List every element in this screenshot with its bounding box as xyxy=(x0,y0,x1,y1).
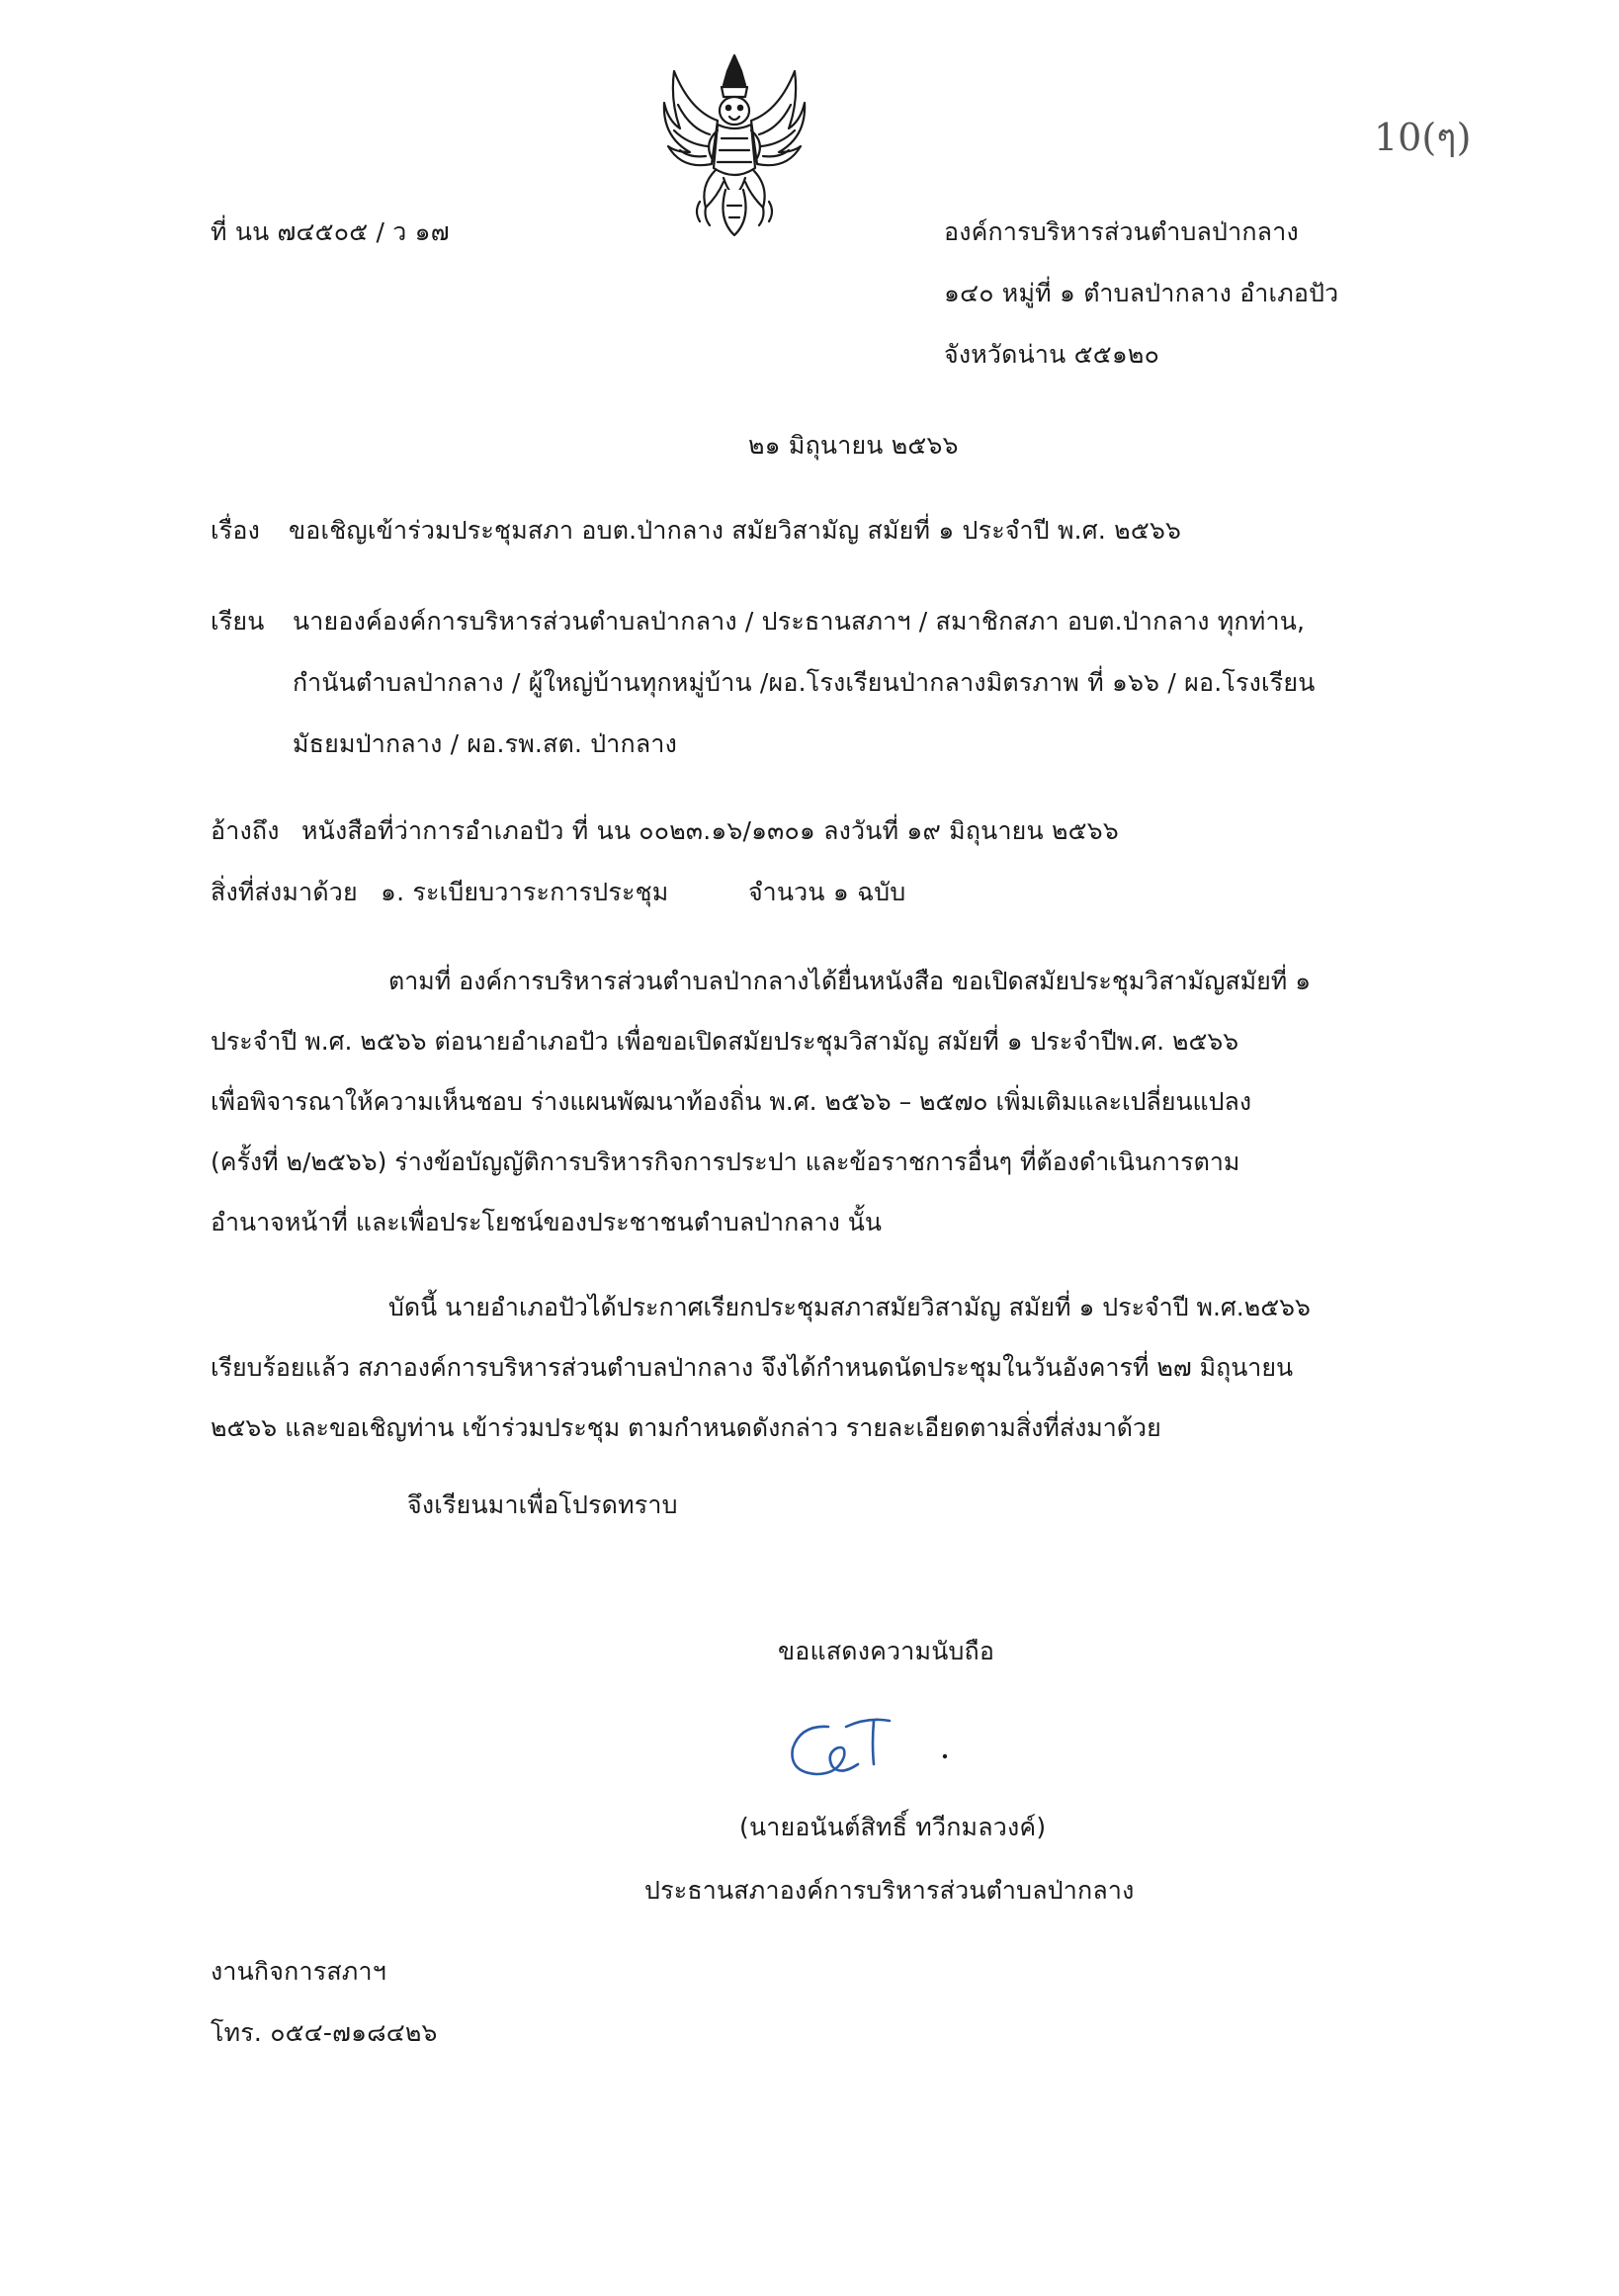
handwritten-note: 10(ๆ) xyxy=(1374,116,1472,159)
signature xyxy=(781,1705,969,1794)
enclosure-quantity: จำนวน ๑ ฉบับ xyxy=(748,878,906,906)
addressee-line3: มัธยมป่ากลาง / ผอ.รพ.สต. ป่ากลาง xyxy=(293,729,678,758)
paragraph-2-line: บัดนี้ นายอำเภอปัวได้ประกาศเรียกประชุมสภาสมัยวิสามัญ สมัยที่ ๑ ประจำปี พ.ศ.๒๕๖๖ xyxy=(388,1293,1311,1321)
enclosure-item: ๑. ระเบียบวาระการประชุม xyxy=(381,878,669,906)
footer-phone: โทร. ๐๕๔-๗๑๘๔๒๖ xyxy=(211,2018,438,2047)
subject-label: เรื่อง xyxy=(211,516,260,545)
letter-date: ๒๑ มิถุนายน ๒๕๖๖ xyxy=(748,431,959,460)
paragraph-1-line: อำนาจหน้าที่ และเพื่อประโยชน์ของประชาชนตำบลป่ากลาง นั้น xyxy=(211,1208,882,1236)
sender-address-line2: จังหวัดน่าน ๕๕๑๒๐ xyxy=(944,340,1160,369)
paragraph-2-line: เรียบร้อยแล้ว สภาองค์การบริหารส่วนตำบลป่ากลาง จึงได้กำหนดนัดประชุมในวันอังคารที่ ๒๗ มิถุนายน xyxy=(211,1353,1294,1382)
reference-label: อ้างถึง xyxy=(211,816,280,845)
body-paragraph-1 xyxy=(211,951,1311,1252)
signer-position: ประธานสภาองค์การบริหารส่วนตำบลป่ากลาง xyxy=(644,1876,1135,1905)
paragraph-1-line: เพื่อพิจารณาให้ความเห็นชอบ ร่างแผนพัฒนาท้องถิ่น พ.ศ. ๒๕๖๖ – ๒๕๗๐ เพิ่มเติมและเปลี่ยนแปลง xyxy=(211,1087,1252,1116)
paragraph-2-line: ๒๕๖๖ และขอเชิญท่าน เข้าร่วมประชุม ตามกำหนดดังกล่าว รายละเอียดตามสิ่งที่ส่งมาด้วย xyxy=(211,1413,1161,1442)
paragraph-1-line: ตามที่ องค์การบริหารส่วนตำบลป่ากลางได้ยื่นหนังสือ ขอเปิดสมัยประชุมวิสามัญสมัยที่ ๑ xyxy=(388,967,1312,995)
addressee-label: เรียน xyxy=(211,607,265,636)
addressee-line1: นายองค์องค์การบริหารส่วนตำบลป่ากลาง / ประธานสภาฯ / สมาชิกสภา อบต.ป่ากลาง ทุกท่าน, xyxy=(293,607,1306,636)
sender-org: องค์การบริหารส่วนตำบลป่ากลาง xyxy=(944,217,1299,246)
paragraph-1-line: ประจำปี พ.ศ. ๒๕๖๖ ต่อนายอำเภอปัว เพื่อขอเปิดสมัยประชุมวิสามัญ สมัยที่ ๑ ประจำปีพ.ศ. ๒๕๖๖ xyxy=(211,1027,1239,1056)
addressee-line2: กำนันตำบลป่ากลาง / ผู้ใหญ่บ้านทุกหมู่บ้าน /ผอ.โรงเรียนป่ากลางมิตรภาพ ที่ ๑๖๖ / ผอ.โรงเรียน xyxy=(293,668,1316,697)
footer-unit: งานกิจการสภาฯ xyxy=(211,1957,386,1986)
paragraph-1-line: (ครั้งที่ ๒/๒๕๖๖) ร่างข้อบัญญัติการบริหารกิจการประปา และข้อราชการอื่นๆ ที่ต้องดำเนินการตาม xyxy=(211,1148,1240,1176)
sender-address-line1: ๑๔๐ หมู่ที่ ๑ ตำบลป่ากลาง อำเภอปัว xyxy=(944,279,1339,307)
subject-text: ขอเชิญเข้าร่วมประชุมสภา อบต.ป่ากลาง สมัยวิสามัญ สมัยที่ ๑ ประจำปี พ.ศ. ๒๕๖๖ xyxy=(289,516,1182,545)
closing-line: จึงเรียนมาเพื่อโปรดทราบ xyxy=(407,1490,678,1519)
reference-text: หนังสือที่ว่าการอำเภอปัว ที่ นน ๐๐๒๓.๑๖/๑๓๐๑ ลงวันที่ ๑๙ มิถุนายน ๒๕๖๖ xyxy=(301,816,1119,845)
garuda-emblem-icon xyxy=(660,51,809,239)
reference-number: ที่ นน ๗๔๕๐๕ / ว ๑๗ xyxy=(211,217,450,246)
enclosure-label: สิ่งที่ส่งมาด้วย xyxy=(211,878,358,906)
salutation: ขอแสดงความนับถือ xyxy=(778,1637,995,1665)
body-paragraph-2 xyxy=(211,1277,1311,1458)
signer-name: (นายอนันต์สิทธิ์ ทวีกมลวงค์) xyxy=(739,1813,1047,1841)
